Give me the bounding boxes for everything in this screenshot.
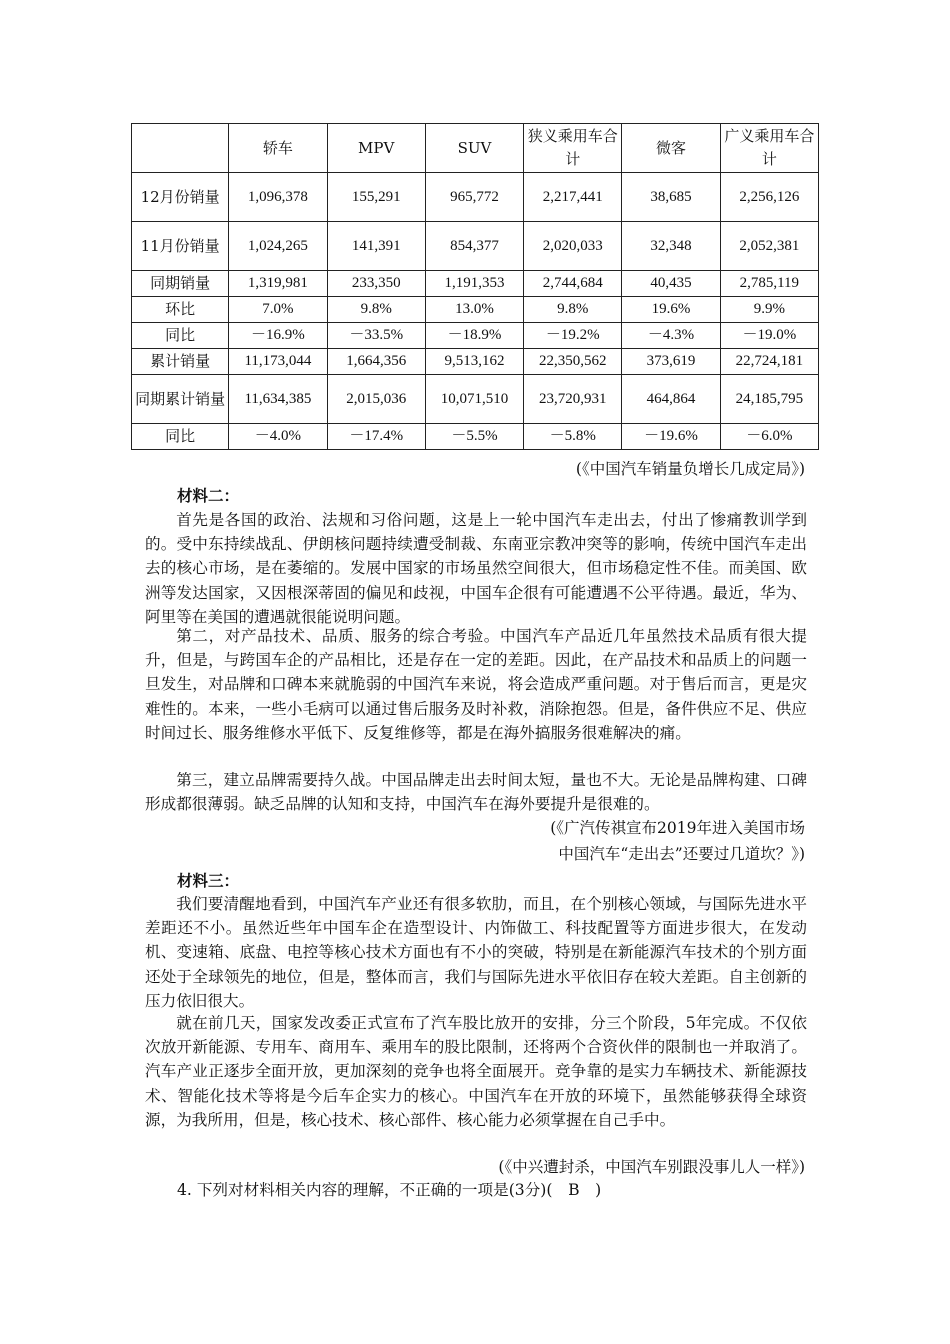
table-cell: 2,217,441 (524, 173, 622, 222)
material2-heading: 材料二： (177, 486, 240, 505)
table-cell: －5.8% (524, 424, 622, 450)
table-cell: 2,015,036 (327, 375, 425, 424)
table-row (132, 173, 819, 222)
row-label: 同比 (132, 424, 229, 450)
table-cell: 9,513,162 (425, 349, 523, 375)
table-cell: 1,191,353 (425, 271, 523, 297)
material2-source-line1: (《广汽传祺宣布2019年进入美国市场 (550, 819, 805, 837)
table-cell: －17.4% (327, 424, 425, 450)
material2-source-line2: 中国汽车“走出去”还要过几道坎？》) (558, 845, 805, 863)
table-row (132, 222, 819, 271)
table-cell: 2,020,033 (524, 222, 622, 271)
table-cell: 10,071,510 (425, 375, 523, 424)
table-row (132, 424, 819, 450)
table-cell: 40,435 (622, 271, 720, 297)
table-header-cell: 狭义乘用车合计 (524, 124, 622, 173)
material2-paragraph: 首先是各国的政治、法规和习俗问题，这是上一轮中国汽车走出去，付出了惨痛教训学到的。受中东持续战乱、伊朗核问题持续遭受制裁、东南亚宗教冲突等的影响，传统中国汽车走出去的核心市场，是在萎缩的。发展中国家的市场虽然空间很大，但市场稳定性不佳。而美国、欧洲等发达国家，又因根深蒂固的偏见和歧视，中国车企很有可能遭遇不公平待遇。最近，华为、阿里等在美国的遭遇就很能说明问题。 (145, 511, 807, 626)
table-row (132, 349, 819, 375)
row-label: 累计销量 (132, 349, 229, 375)
row-label: 同期累计销量 (132, 375, 229, 424)
table-cell: 141,391 (327, 222, 425, 271)
table-cell: 9.8% (524, 297, 622, 323)
table-header-cell: 广义乘用车合计 (720, 124, 818, 173)
table-cell: 1,096,378 (229, 173, 327, 222)
table-cell: 155,291 (327, 173, 425, 222)
table-cell: 23,720,931 (524, 375, 622, 424)
table-cell: 373,619 (622, 349, 720, 375)
table-cell: 9.8% (327, 297, 425, 323)
table-cell: －4.3% (622, 323, 720, 349)
question-4: 4. 下列对材料相关内容的理解，不正确的一项是(3分)( B ) (177, 1181, 602, 1199)
material3-paragraph: 我们要清醒地看到，中国汽车产业还有很多软肋，而且，在个别核心领域，与国际先进水平差距还不小。虽然近些年中国车企在造型设计、内饰做工、科技配置等方面进步很大，在发动机、变速箱、底盘、电控等核心技术方面也有不小的突破，特别是在新能源汽车技术的个别方面还处于全球领先的地位，但是，整体而言，我们与国际先进水平依旧存在较大差距。自主创新的压力依旧很大。 (145, 895, 807, 1010)
table-cell: 11,634,385 (229, 375, 327, 424)
table-cell: 965,772 (425, 173, 523, 222)
material2-paragraph: 第二，对产品技术、品质、服务的综合考验。中国汽车产品近几年虽然技术品质有很大提升，但是，与跨国车企的产品相比，还是存在一定的差距。因此，在产品技术和品质上的问题一旦发生，对品牌和口碑本来就脆弱的中国汽车来说，将会造成严重问题。对于售后而言，更是灾难性的。本来，一些小毛病可以通过售后服务及时补救，消除抱怨。但是，备件供应不足、供应时间过长、服务维修水平低下、反复维修等，都是在海外搞服务很难解决的痛。 (145, 627, 807, 742)
table-cell: 11,173,044 (229, 349, 327, 375)
table-cell: －5.5% (425, 424, 523, 450)
row-label: 同比 (132, 323, 229, 349)
table-cell: 19.6% (622, 297, 720, 323)
table-cell: 2,744,684 (524, 271, 622, 297)
table-cell: －6.0% (720, 424, 818, 450)
table-cell: 24,185,795 (720, 375, 818, 424)
table-header-row (132, 124, 819, 173)
table-header-cell (132, 124, 229, 173)
table-cell: －18.9% (425, 323, 523, 349)
table-cell: 233,350 (327, 271, 425, 297)
table-cell: 22,350,562 (524, 349, 622, 375)
table-cell: －33.5% (327, 323, 425, 349)
table-cell: 9.9% (720, 297, 818, 323)
row-label: 12月份销量 (132, 173, 229, 222)
table-cell: 1,024,265 (229, 222, 327, 271)
sales-table (131, 123, 819, 450)
table-cell: 22,724,181 (720, 349, 818, 375)
table-row (132, 271, 819, 297)
table-source: (《中国汽车销量负增长几成定局》) (575, 460, 805, 478)
table-header-cell: SUV (425, 124, 523, 173)
table-header-cell: MPV (327, 124, 425, 173)
material2-paragraph: 第三，建立品牌需要持久战。中国品牌走出去时间太短，量也不大。无论是品牌构建、口碑形成都很薄弱。缺乏品牌的认知和支持，中国汽车在海外要提升是很难的。 (145, 771, 807, 814)
table-cell: 2,052,381 (720, 222, 818, 271)
row-label: 11月份销量 (132, 222, 229, 271)
table-cell: 2,785,119 (720, 271, 818, 297)
table-header-cell: 轿车 (229, 124, 327, 173)
table-row (132, 297, 819, 323)
table-cell: 13.0% (425, 297, 523, 323)
table-row (132, 323, 819, 349)
table-cell: 2,256,126 (720, 173, 818, 222)
table-cell: 7.0% (229, 297, 327, 323)
material3-paragraph: 就在前几天，国家发改委正式宣布了汽车股比放开的安排，分三个阶段，5年完成。不仅依次放开新能源、专用车、商用车、乘用车的股比限制，还将两个合资伙伴的限制也一并取消了。汽车产业正逐步全面开放，更加深刻的竞争也将全面展开。竞争靠的是实力车辆技术、新能源技术、智能化技术等将是今后车企实力的核心。中国汽车在开放的环境下，虽然能够获得全球资源，为我所用，但是，核心技术、核心部件、核心能力必须掌握在自己手中。 (145, 1014, 807, 1129)
row-label: 同期销量 (132, 271, 229, 297)
row-label: 环比 (132, 297, 229, 323)
table-cell: 32,348 (622, 222, 720, 271)
table-cell: 464,864 (622, 375, 720, 424)
table-cell: －19.0% (720, 323, 818, 349)
table-cell: －4.0% (229, 424, 327, 450)
material3-source: (《中兴遭封杀，中国汽车别跟没事儿人一样》) (498, 1158, 805, 1176)
table-cell: －19.2% (524, 323, 622, 349)
table-cell: 38,685 (622, 173, 720, 222)
material3-heading: 材料三： (177, 871, 240, 890)
table-cell: 854,377 (425, 222, 523, 271)
table-cell: 1,664,356 (327, 349, 425, 375)
table-cell: 1,319,981 (229, 271, 327, 297)
table-row (132, 375, 819, 424)
table-header-cell: 微客 (622, 124, 720, 173)
table-cell: －16.9% (229, 323, 327, 349)
table-cell: －19.6% (622, 424, 720, 450)
